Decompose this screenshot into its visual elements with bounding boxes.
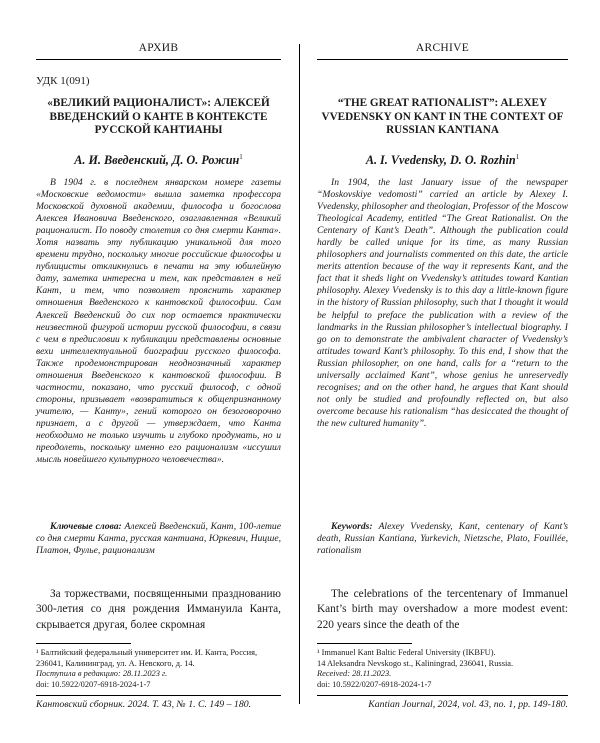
authors-text: А. И. Введенский, Д. О. Рожин — [74, 153, 240, 168]
journal-footer-ru: Кантовский сборник. 2024. Т. 43, № 1. С. 149 – 180. — [36, 699, 252, 710]
footnote-rule — [36, 643, 131, 644]
received-date: Received: 28.11.2023. — [317, 669, 392, 679]
footer-rule — [36, 695, 281, 696]
article-title: «ВЕЛИКИЙ РАЦИОНАЛИСТ»: АЛЕКСЕЙ ВВЕДЕНСКИЙ О КАНТЕ В КОНТЕКСТЕ РУССКОЙ КАНТИАНЫ — [47, 97, 270, 136]
doi: doi: 10.5922/0207-6918-2024-1-7 — [317, 679, 432, 689]
footnote — [36, 648, 281, 690]
english-column — [317, 40, 568, 690]
author-line — [36, 149, 281, 168]
keywords-label: Ключевые слова: — [50, 521, 122, 532]
keywords-list: Алексей Введенский, Кант, 100-летие со дня смерти Канта, русская кантиана, Юркевич, Ницше, Платон, Фулье, рационализм — [36, 521, 281, 557]
article-title: “THE GREAT RATIONALIST”: ALEXEY VVEDENSKY ON KANT IN THE CONTEXT OF RUSSIAN KANTIANA — [321, 97, 564, 136]
footnote-rule — [317, 643, 412, 644]
udk-code: УДК 1(091) — [36, 75, 90, 87]
affiliation-footnote: ¹ Immanuel Kant Baltic Federal University (IKBFU). — [317, 648, 496, 657]
body-paragraph: The celebrations of the tercentenary of Immanuel Kant’s birth may overshadow a more modest event: 220 years since the death of the — [317, 588, 568, 631]
abstract: В 1904 г. в последнем январском номере газеты «Московские ведомости» вышла заметка профессора Московской духовной академии, философа и богослова Алексея Ивановича Введенского, озаглавленная «Великий рационалист. По поводу столетия со дня смерти Канта». Хотя назвать эту публикацию уникальной для того времени трудно, поскольку многие российские философы и публицисты откликнулись в печати на эту юбилейную дату, заметка интересна и тем, как представлен в ней Кант, и тем, что позволяет прояснить характер отношения Введенского к кантовской философии. Сам Алексей Введенский до сих пор остается практически неизвестной фигурой истории русской философии, в связи с чем в предисловии к публикации представлены основные вехи интеллектуальной биографии русского философа. Также продемонстрирован неоднозначный характер отношения Введенского к кантовской философии. В частности, показано, что русский философ, с одной стороны, призывает «возвратиться к общепризнанному учителю, — Канту», гений которого он безоговорочно признает, а с другой — утверждает, что Канта необходимо не только изучить и глубоко продумать, но и преодолеть, поскольку именно его рационализм «иссушил мысль новейшего культурного человечества». — [36, 177, 281, 466]
doi: doi: 10.5922/0207-6918-2024-1-7 — [36, 679, 151, 689]
affiliation-footnote: ¹ Балтийский федеральный университет им. И. Канта, Россия, 236041, Калининград, ул. А. Невского, д. 14. — [36, 648, 258, 668]
column-divider — [299, 44, 300, 704]
abstract: In 1904, the last January issue of the newspaper “Moskovskiye vedomosti” carried an article by Alexey I. Vvedensky, philosopher and theologian, Professor of the Moscow Theological Academy, entitled “The Great Rationalist. On the Centenary of Kant’s Death”. Although the publication could hardly be called unique for its time, as many Russian philosophers and journalists commented on this date, the article merits attention because of the way it represents Kant, and the fact that it sheds light on Vvedensky’s attitudes toward Kantian philosophy. Alexey Vvedensky is to this day a little-known figure in the history of Russian philosophy, such that I thought it would be helpful to preface the publication with a review of the landmarks in the Russian philosopher’s intellectual biography. I go on to demonstrate the ambivalent character of Vvedensky’s attitudes toward Kant’s philosophy. To this end, I show that the Russian philosopher, on one hand, calls for a “return to the universally acclaimed Kant”, whose genius he unreservedly recognises; and on the other hand, he argues that Kant should not only be studied and profoundly reflected on, but also overcome because his rationalism “has desiccated the thought of the new cultured humanity”. — [317, 177, 568, 429]
keywords-label: Keywords: — [331, 521, 373, 532]
footnote — [317, 648, 568, 690]
affiliation-address: 14 Aleksandra Nevskogo st., Kaliningrad, 236041, Russia. — [317, 658, 514, 668]
authors-text: A. I. Vvedensky, D. O. Rozhin — [365, 153, 516, 168]
author-line — [317, 149, 568, 168]
udk-spacer — [317, 74, 568, 88]
section-heading: АРХИВ — [36, 40, 281, 60]
author-footnote-marker: 1 — [239, 153, 243, 161]
keywords — [36, 521, 281, 569]
journal-footer-en: Kantian Journal, 2024, vol. 43, no. 1, pp. 149-180. — [368, 699, 568, 710]
section-heading: ARCHIVE — [317, 40, 568, 60]
keywords — [317, 521, 568, 569]
author-footnote-marker: 1 — [515, 153, 520, 161]
footer-rule — [317, 695, 568, 696]
russian-column — [36, 40, 281, 690]
body-paragraph: За торжествами, посвященными празднованию 300-летия со дня рождения Иммануила Канта, скрывается другая, более скромная — [36, 588, 281, 631]
received-date: Поступила в редакцию: 28.11.2023 г. — [36, 669, 168, 679]
keywords-list: Alexey Vvedensky, Kant, centenary of Kant’s death, Russian Kantiana, Yurkevich, Nietzsche, Plato, Fouillée, rationalism — [317, 521, 568, 557]
